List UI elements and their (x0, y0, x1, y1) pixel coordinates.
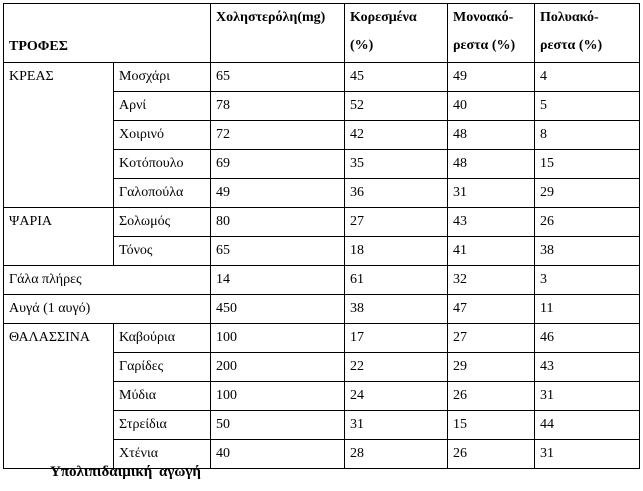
mono-value: 47 (448, 295, 535, 324)
poly-value: 38 (535, 237, 640, 266)
saturated-value: 45 (345, 63, 448, 92)
cholesterol-value: 69 (211, 150, 345, 179)
food-name: Γαλοπούλα (114, 179, 211, 208)
saturated-value: 36 (345, 179, 448, 208)
cholesterol-value: 72 (211, 121, 345, 150)
food-name: Τόνος (114, 237, 211, 266)
table-row (4, 63, 640, 92)
table-row (4, 266, 640, 295)
mono-value: 15 (448, 411, 535, 440)
mono-value: 49 (448, 63, 535, 92)
table-row (4, 295, 640, 324)
poly-value: 3 (535, 266, 640, 295)
saturated-value: 22 (345, 353, 448, 382)
food-name: Αυγά (1 αυγό) (4, 295, 211, 324)
cholesterol-value: 450 (211, 295, 345, 324)
mono-value: 26 (448, 382, 535, 411)
cholesterol-value: 65 (211, 63, 345, 92)
mono-value: 29 (448, 353, 535, 382)
saturated-value: 31 (345, 411, 448, 440)
cholesterol-value: 40 (211, 440, 345, 469)
poly-value: 5 (535, 92, 640, 121)
mono-value: 27 (448, 324, 535, 353)
header-row (4, 4, 640, 63)
header-polyunsaturated: Πολυακό- ρεστα (%) (535, 4, 640, 63)
mono-value: 26 (448, 440, 535, 469)
food-name: Στρείδια (114, 411, 211, 440)
cholesterol-value: 200 (211, 353, 345, 382)
poly-value: 8 (535, 121, 640, 150)
food-name: Σολωμός (114, 208, 211, 237)
saturated-value: 61 (345, 266, 448, 295)
poly-value: 11 (535, 295, 640, 324)
mono-value: 31 (448, 179, 535, 208)
mono-value: 32 (448, 266, 535, 295)
saturated-value: 52 (345, 92, 448, 121)
table-row (4, 324, 640, 353)
saturated-value: 17 (345, 324, 448, 353)
saturated-value: 42 (345, 121, 448, 150)
poly-value: 31 (535, 382, 640, 411)
food-name: Μύδια (114, 382, 211, 411)
saturated-value: 24 (345, 382, 448, 411)
food-name: Χοιρινό (114, 121, 211, 150)
group-label-meat: ΚΡΕΑΣ (4, 63, 114, 208)
header-monounsaturated: Μονοακό- ρεστα (%) (448, 4, 535, 63)
mono-value: 41 (448, 237, 535, 266)
food-name: Μοσχάρι (114, 63, 211, 92)
mono-value: 43 (448, 208, 535, 237)
poly-value: 29 (535, 179, 640, 208)
cholesterol-value: 78 (211, 92, 345, 121)
group-label-fish: ΨΑΡΙΑ (4, 208, 114, 266)
header-foods: ΤΡΟΦΕΣ (4, 4, 211, 63)
cholesterol-value: 100 (211, 382, 345, 411)
cholesterol-value: 49 (211, 179, 345, 208)
poly-value: 46 (535, 324, 640, 353)
food-name: Αρνί (114, 92, 211, 121)
poly-value: 44 (535, 411, 640, 440)
cholesterol-value: 80 (211, 208, 345, 237)
food-name: Χτένια (114, 440, 211, 469)
mono-value: 48 (448, 121, 535, 150)
saturated-value: 27 (345, 208, 448, 237)
nutrition-table (3, 3, 640, 469)
mono-value: 40 (448, 92, 535, 121)
poly-value: 26 (535, 208, 640, 237)
cholesterol-value: 50 (211, 411, 345, 440)
poly-value: 4 (535, 63, 640, 92)
food-name: Γαρίδες (114, 353, 211, 382)
saturated-value: 28 (345, 440, 448, 469)
poly-value: 43 (535, 353, 640, 382)
poly-value: 15 (535, 150, 640, 179)
header-saturated: Κορεσμένα (%) (345, 4, 448, 63)
saturated-value: 18 (345, 237, 448, 266)
saturated-value: 38 (345, 295, 448, 324)
food-name: Κοτόπουλο (114, 150, 211, 179)
food-name: Καβούρια (114, 324, 211, 353)
saturated-value: 35 (345, 150, 448, 179)
header-cholesterol: Χοληστερόλη(mg) (211, 4, 345, 63)
table-row (4, 208, 640, 237)
cholesterol-value: 65 (211, 237, 345, 266)
cholesterol-value: 100 (211, 324, 345, 353)
mono-value: 48 (448, 150, 535, 179)
footer-caption: Υπολιπιδαιμική αγωγή (50, 464, 201, 480)
group-label-seafood: ΘΑΛΑΣΣΙΝΑ (4, 324, 114, 469)
food-name: Γάλα πλήρες (4, 266, 211, 295)
poly-value: 31 (535, 440, 640, 469)
cholesterol-value: 14 (211, 266, 345, 295)
